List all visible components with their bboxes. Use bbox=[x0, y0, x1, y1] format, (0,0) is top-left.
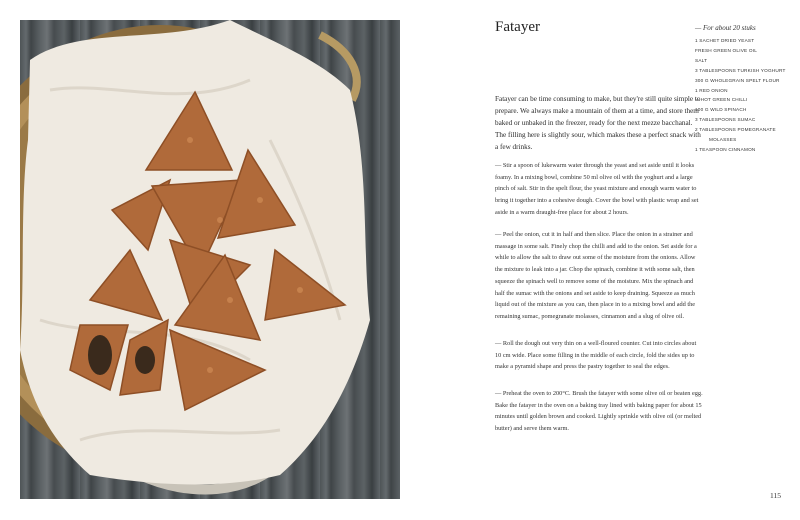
ingredient-item: 1 TEASPOON CINNAMON bbox=[695, 146, 756, 152]
recipe-title: Fatayer bbox=[495, 19, 540, 35]
fatayer-photo bbox=[20, 20, 400, 499]
ingredients-panel bbox=[695, 24, 793, 155]
ingredient-item: MOLASSES bbox=[709, 137, 737, 143]
ingredient-item: 100 G WILD SPINACH bbox=[695, 107, 747, 113]
recipe-intro: Fatayer can be time consuming to make, but they're still quite simple to prepare. We always make a mountain of them at a time, and store them baked or unbaked in the freezer, ready for the next mezze bacchanal. The filling here is slightly sour, which makes these a perfect snack with a few drinks. bbox=[495, 95, 701, 152]
ingredients-heading: — For about 20 stuks bbox=[695, 24, 756, 32]
ingredient-item: FRESH GREEN OLIVE OIL bbox=[695, 47, 758, 53]
ingredient-item: SALT bbox=[695, 57, 708, 63]
ingredient-item: 3 TABLESPOONS TURKISH YOGHURT bbox=[695, 67, 786, 73]
ingredients-list bbox=[695, 36, 793, 155]
ingredient-item: 300 G WHOLEGRAIN SPELT FLOUR bbox=[695, 77, 780, 83]
method-step-3: — Roll the dough out very thin on a well-floured counter. Cut into circles about 10 cm wide. Place some filling in the middle of each circle, fold the sides up to make a pyramid shape and press the pastry together to seal the edges. bbox=[495, 340, 697, 371]
method-step-2: — Peel the onion, cut it in half and then slice. Place the onion in a strainer and massage in some salt. Finely chop the chilli and add to the onion. Set aside for a while to allow the salt to draw out some of the moisture from the onions. Allow the mixture to leak into a jar. Chop the spinach, combine it with some salt, then squeeze the spinach well to remove some of the moisture. Mix the spinach and half the sumac with the onions and set aside to keep draining. Squeeze as much liquid out of the mixture as you can, then place in to a mixing bowl and add the remaining sumac, pomegranate molasses, cinnamon and a slug of olive oil. bbox=[495, 231, 697, 320]
method-step-1: — Stir a spoon of lukewarm water through the yeast and set aside until it looks foamy. In a mixing bowl, combine 50 ml olive oil with the yoghurt and a large pinch of salt. Stir in the spelt flour, the yeast mixture and enough warm water to bring it together into a cohesive dough. Cover the bowl with plastic wrap and set aside in a warm draught-free place for about 2 hours. bbox=[495, 162, 699, 216]
ingredient-item: ½ HOT GREEN CHILLI bbox=[695, 97, 748, 103]
ingredient-item: 2 TABLESPOONS POMEGRANATE bbox=[695, 127, 776, 133]
ingredient-item: 1 SACHET DRIED YEAST bbox=[695, 38, 755, 43]
ingredient-item: 3 TABLESPOONS SUMAC bbox=[695, 117, 756, 123]
method-step-4: — Preheat the oven to 200°C. Brush the fatayer with some olive oil or beaten egg. Bake the fatayer in the oven on a baking tray lined with baking paper for about 15 minutes until golden brown and cooked. Lightly sprinkle with olive oil (or melted butter) and serve them warm. bbox=[495, 390, 703, 433]
ingredient-item: 1 RED ONION bbox=[695, 87, 728, 93]
page-number: 115 bbox=[770, 491, 781, 500]
